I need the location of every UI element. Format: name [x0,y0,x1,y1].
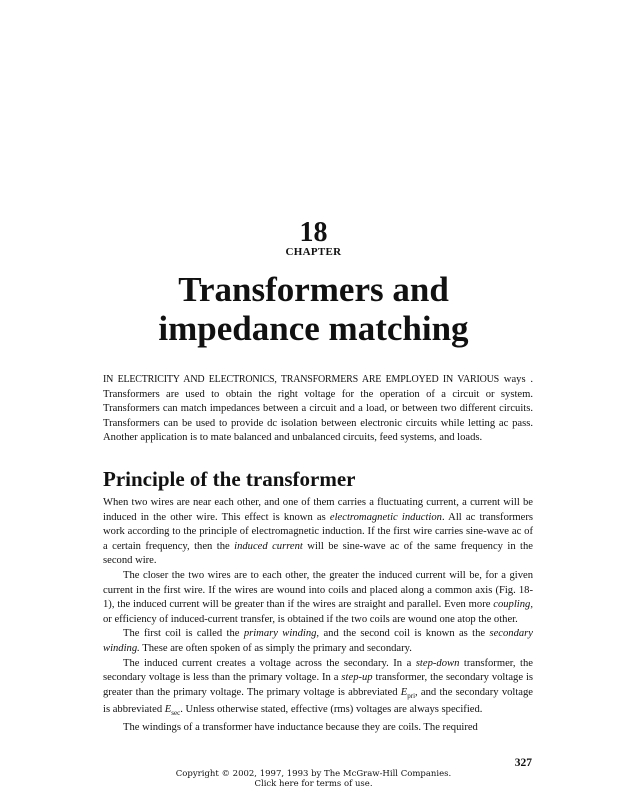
page-number: 327 [514,757,532,769]
chapter-number: 18 [299,217,328,248]
intro-text: ways . Transformers are used to obtain the right voltage for the operation of a circuit or system. Transformers can match impedances between a circuit and a load, or between two different circuits. Transformers can be used to provide dc isolation between electronic circuits while letting ac pass. Another application is to mate balanced and unbalanced circuits, feed systems, and loads. [103,374,533,444]
paragraph-1: When two wires are near each other, and one of them carries a fluctuating current, a current will be induced in the other wire. This effect is known as electromagnetic induction. All ac transformers work according to the principle of electromagnetic induction. If the first wire carries sine-wave ac of a certain frequency, then the induced current will be sine-wave ac of the same frequency in the second wire. [103,497,533,567]
chapter-title-line2: impedance matching [158,309,469,348]
paragraph-4: The induced current creates a voltage across the secondary. In a step-down transformer, the secondary voltage is less than the primary voltage. In a step-up transformer, the secondary voltage is greater than the primary voltage. The primary voltage is abbreviated $E_{pri}$, and the secondary voltage is abbreviated $E_{sec}$. Unless otherwise stated, effective (rms) voltages are always specified. [103,657,534,718]
paragraph-3: The first coil is called the primary winding, and the second coil is known as the secondary winding. These are often spoken of as simply the primary and secondary. [103,628,533,654]
paragraph-5: The windings of a transformer have inductance because they are coils. The required [123,722,478,734]
copyright-notice: Copyright © 2002, 1997, 1993 by The McGraw-Hill Companies. [175,769,452,779]
terms-of-use-link[interactable]: Click here for terms of use. [254,779,373,789]
section-body [103,496,533,736]
intro-paragraph [103,373,533,446]
section-heading: Principle of the transformer [103,467,356,491]
chapter-title [100,270,527,348]
chapter-title-line1: Transformers and [178,270,449,309]
intro-lead: IN ELECTRICITY AND ELECTRONICS, TRANSFORMERS ARE EMPLOYED IN VARIOUS [103,374,500,385]
chapter-label: CHAPTER [285,246,342,258]
paragraph-2: The closer the two wires are to each other, the greater the induced current will be, for a given current in the first wire. If the wires are wound into coils and placed along a common axis (Fig. 18-1), the induced current will be greater than if the wires are straight and parallel. Even more coupling, or efficiency of induced-current transfer, is obtained if the two coils are wound one atop the other. [103,569,533,625]
